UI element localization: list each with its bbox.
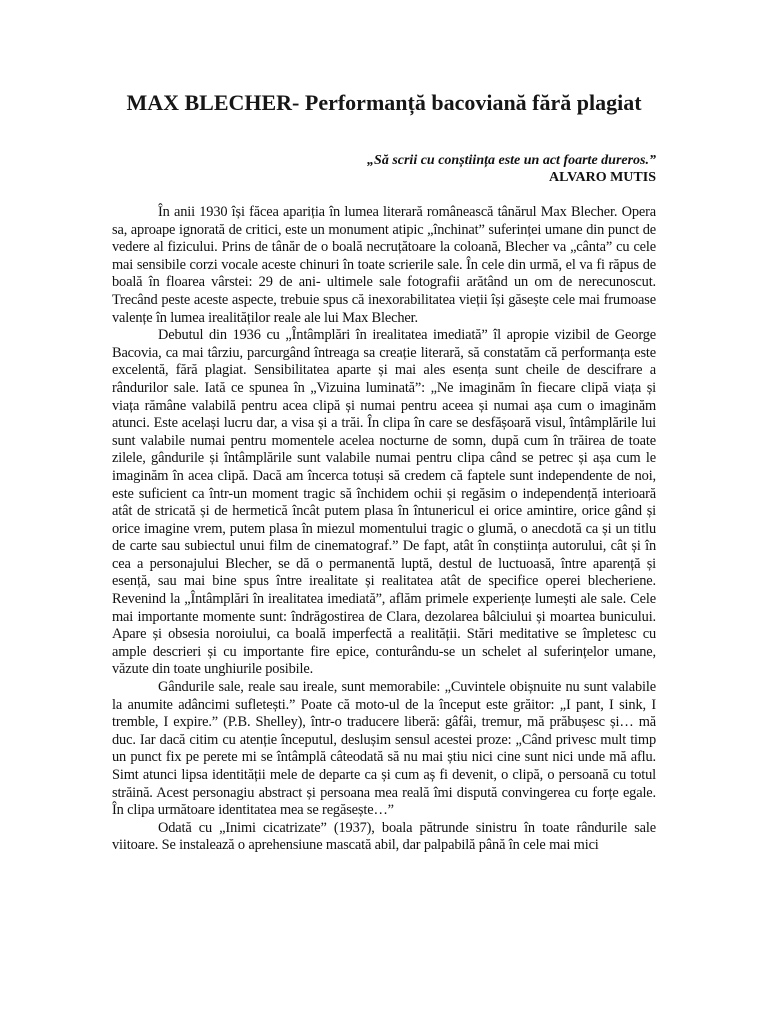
epigraph-author: ALVARO MUTIS [549,170,656,185]
paragraph: Odată cu „Inimi cicatrizate” (1937), boala pătrunde sinistru în toate rândurile sale viitoare. Se instalează o aprehensiune mascată abil, dar palpabilă până în cele mai mici [112,819,656,854]
epigraph-quote: „Să scrii cu conștiința este un act foarte dureros.” [367,153,656,168]
page-title: MAX BLECHER- Performanță bacoviană fără plagiat [126,90,642,115]
article-body [112,204,656,855]
paragraph: Gândurile sale, reale sau ireale, sunt memorabile: „Cuvintele obișnuite nu sunt valabile la anumite adâncimi sufletești.” Poate că moto-ul de la început este grăitor: „I pant, I sink, I tremble, I expire.” (P.B. Shelley), într-o traducere liberă: gâfâi, tremur, mă prăbușesc și… mă duc. Iar dacă citim cu atenție începutul, deslușim sensul acestei proze: „Când privesc mult timp un punct fix pe perete mi se întâmplă câteodată să nu mai știu nici cine sunt nici unde mă aflu. Simt atunci lipsa identității mele de departe ca și cum aș fi devenit, o clipă, o persoană cu totul străină. Acest personagiu abstract și persoana mea reală îmi dispută convingerea cu forțe egale. În clipa următoare identitatea mea se regăsește…” [112,679,656,819]
paragraph: Debutul din 1936 cu „Întâmplări în irealitatea imediată” îl apropie vizibil de George Bacovia, ca mai târziu, parcurgând întreaga sa creație literară, să constatăm că performanța este excelentă, fără plagiat. Sensibilitatea aparte și mai ales esența sunt cheile de descifrare a rândurilor sale. Iată ce spunea în „Vizuina luminată”: „Ne imaginăm în fiecare clipă viața și viața rămâne valabilă pentru acea clipă și numai pentru aceea și numai așa cum o imaginăm atunci. Este același lucru dar, a visa și a trăi. În clipa în care se desfășoară visul, întâmplările lui sunt valabile numai pentru momentele acelea nocturne de somn, după cum în trăirea de toate zilele, gândurile și întâmplările sunt valabile numai pentru clipa când se petrec și așa cum le imaginăm în acea clipă. Dacă am încerca totuși să credem că faptele sunt independente de noi, este suficient ca într-un moment tragic să închidem ochii și regăsim o independență interioară atât de stricată și de hermetică încât putem plasa în întunericul ei orice amintire, orice gând și orice imagine vrem, putem plasa în miezul momentului tragic o glumă, o anecdotă ca și un titlu de carte sau subiectul unui film de cinematograf.” De fapt, atât în conștiința autorului, cât și în cea a personajului Blecher, se dă o permanentă luptă, destul de luctuoasă, între aparență și esență, sau mai bine spus între irealitate și realitatea atât de specifice operei blecheriene. Revenind la „Întâmplări în irealitatea imediată”, aflăm primele experiențe lumești ale sale. Cele mai importante momente sunt: îndrăgostirea de Clara, dezolarea bâlciului și moartea bunicului. Apare și obsesia noroiului, ca boală imperfectă a realității. Stări meditative se împletesc cu ample descrieri și cu importante fire epice, conturându-se un schelet al suferințelor umane, văzute din toate unghiurile posibile. [112,327,656,678]
paragraph: În anii 1930 își făcea apariția în lumea literară românească tânărul Max Blecher. Opera sa, aproape ignorată de critici, este un monument atipic „închinat” suferinței umane din punct de vedere al fizicului. Prins de tânăr de o boală necruțătoare la coloană, Blecher va „cânta” cu cele mai sensibile corzi vocale aceste chinuri în toate scrierile sale. În cele din urmă, el va fi răpus de boală în floarea vârstei: 29 de ani- ultimele sale fotografii arătând un om de nerecunoscut. Trecând peste aceste aspecte, trebuie spus că inexorabilitatea vieții își găsește cele mai frumoase valențe în lumea irealităților reale ale lui Max Blecher. [112,204,656,326]
epigraph [367,152,656,186]
